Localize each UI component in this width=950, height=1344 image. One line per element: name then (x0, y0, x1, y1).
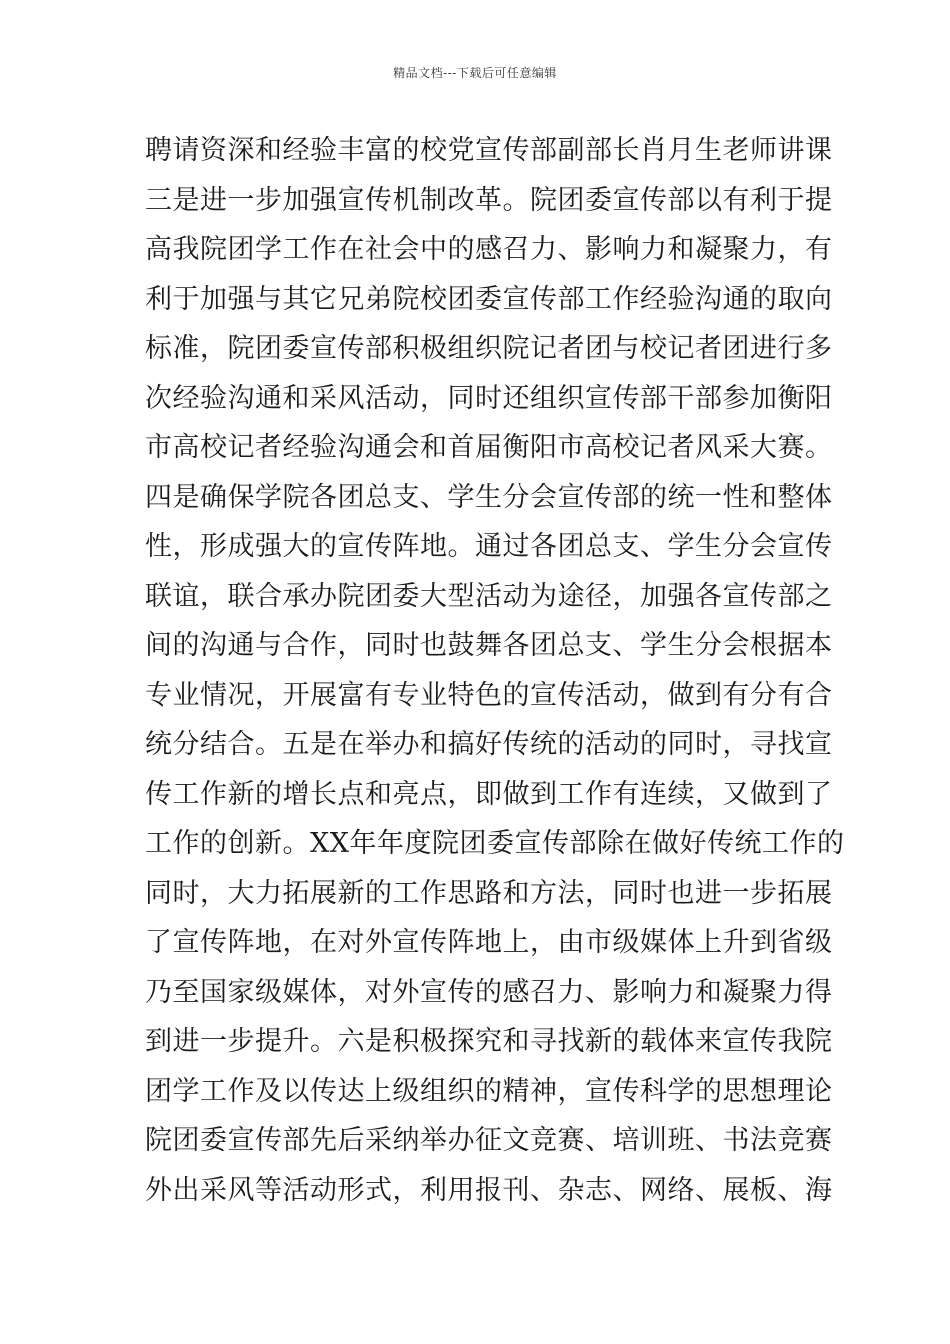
body-line: 高我院团学工作在社会中的感召力、影响力和凝聚力，有 (145, 234, 833, 265)
body-line: 乃至国家级媒体，对外宣传的感召力、影响力和凝聚力得 (145, 976, 833, 1008)
body-line: 四是确保学院各团总支、学生分会宣传部的统一性和整体 (145, 481, 833, 513)
body-line: 联谊，联合承办院团委大型活动为途径，加强各宣传部之 (145, 580, 833, 612)
body-line: 外出采风等活动形式，利用报刊、杂志、网络、展板、海 (145, 1174, 833, 1206)
body-line: 利于加强与其它兄弟院校团委宣传部工作经验沟通的取向 (145, 283, 833, 315)
body-line: 到进一步提升。六是积极探究和寻找新的载体来宣传我院 (145, 1026, 833, 1057)
body-line: 次经验沟通和采风活动，同时还组织宣传部干部参加衡阳 (145, 382, 833, 414)
body-line: 工作的创新。XX年年度院团委宣传部除在做好传统工作的 (145, 828, 845, 859)
body-line: 市高校记者经验沟通会和首届衡阳市高校记者风采大赛。 (145, 432, 833, 463)
body-line: 标准，院团委宣传部积极组织院记者团与校记者团进行多 (145, 333, 833, 364)
body-line: 聘请资深和经验丰富的校党宣传部副部长肖月生老师讲课 (145, 135, 833, 166)
body-line: 间的沟通与合作，同时也鼓舞各团总支、学生分会根据本 (145, 630, 833, 661)
body-line: 专业情况，开展富有专业特色的宣传活动，做到有分有合 (145, 679, 833, 711)
body-line: 院团委宣传部先后采纳举办征文竞赛、培训班、书法竞赛 (145, 1125, 833, 1156)
body-line: 传工作新的增长点和亮点，即做到工作有连续，又做到了 (145, 778, 833, 810)
page-header: 精品文档---下载后可任意编辑 (393, 66, 557, 80)
body-line: 了宣传阵地，在对外宣传阵地上，由市级媒体上升到省级 (145, 927, 833, 958)
body-line: 性，形成强大的宣传阵地。通过各团总支、学生分会宣传 (145, 531, 833, 562)
body-line: 同时，大力拓展新的工作思路和方法，同时也进一步拓展 (145, 877, 833, 909)
document-body (145, 126, 845, 1215)
body-line: 三是进一步加强宣传机制改革。院团委宣传部以有利于提 (145, 184, 833, 216)
body-line: 团学工作及以传达上级组织的精神，宣传科学的思想理论 (145, 1075, 833, 1107)
body-line: 统分结合。五是在举办和搞好传统的活动的同时，寻找宣 (145, 729, 833, 760)
